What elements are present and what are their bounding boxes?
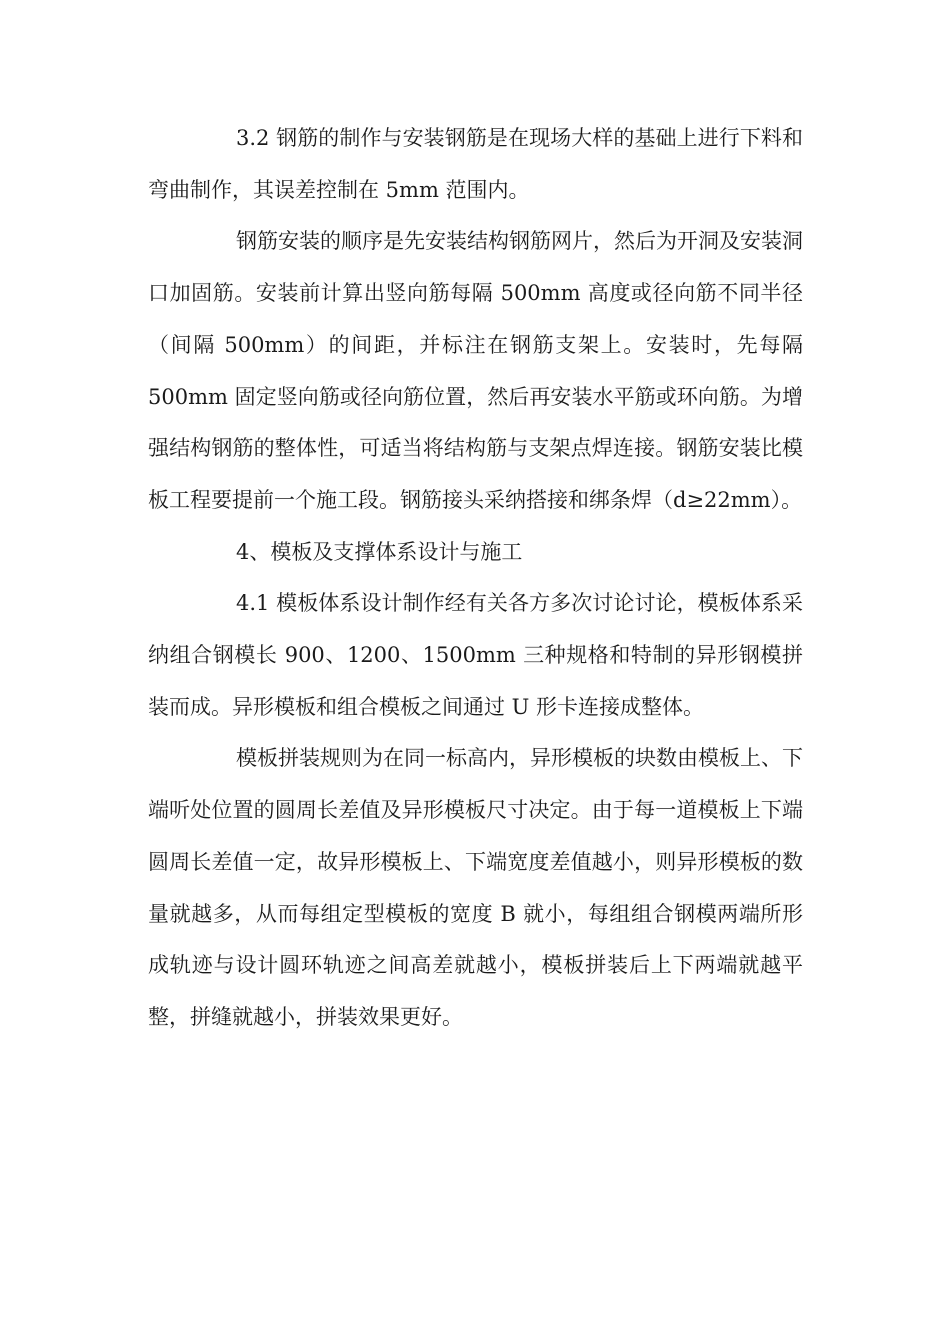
section-heading-formwork: 4、模板及支撑体系设计与施工 — [236, 539, 523, 564]
paragraph-formwork-design: 4.1 模板体系设计制作经有关各方多次讨论讨论，模板体系采纳组合钢模长 900、1200、1500mm 三种规格和特制的异形钢模拼装而成。异形模板和组合模板之间通过 U 形卡连接成整体。 — [148, 591, 803, 719]
document-body — [148, 113, 803, 1044]
paragraph-rebar-installation: 钢筋安装的顺序是先安装结构钢筋网片，然后为开洞及安装洞口加固筋。安装前计算出竖向筋每隔 500mm 高度或径向筋不同半径（间隔 500mm）的间距，并标注在钢筋支架上。安装时，先每隔 500mm 固定竖向筋或径向筋位置，然后再安装水平筋或环向筋。为增强结构钢筋的整体性，可适当将结构筋与支架点焊连接。钢筋安装比模板工程要提前一个施工段。钢筋接头采纳搭接和绑条焊（d≥22mm）。 — [148, 229, 803, 512]
paragraph-rebar-fabrication: 3.2 钢筋的制作与安装钢筋是在现场大样的基础上进行下料和弯曲制作，其误差控制在 5mm 范围内。 — [148, 126, 803, 202]
paragraph-formwork-assembly: 模板拼装规则为在同一标高内，异形模板的块数由模板上、下端听处位置的圆周长差值及异形模板尺寸决定。由于每一道模板上下端圆周长差值一定，故异形模板上、下端宽度差值越小，则异形模板的数量就越多，从而每组定型模板的宽度 B 就小，每组组合钢模两端所形成轨迹与设计圆环轨迹之间高差就越小，模板拼装后上下两端就越平整，拼缝就越小，拼装效果更好。 — [148, 746, 803, 1029]
